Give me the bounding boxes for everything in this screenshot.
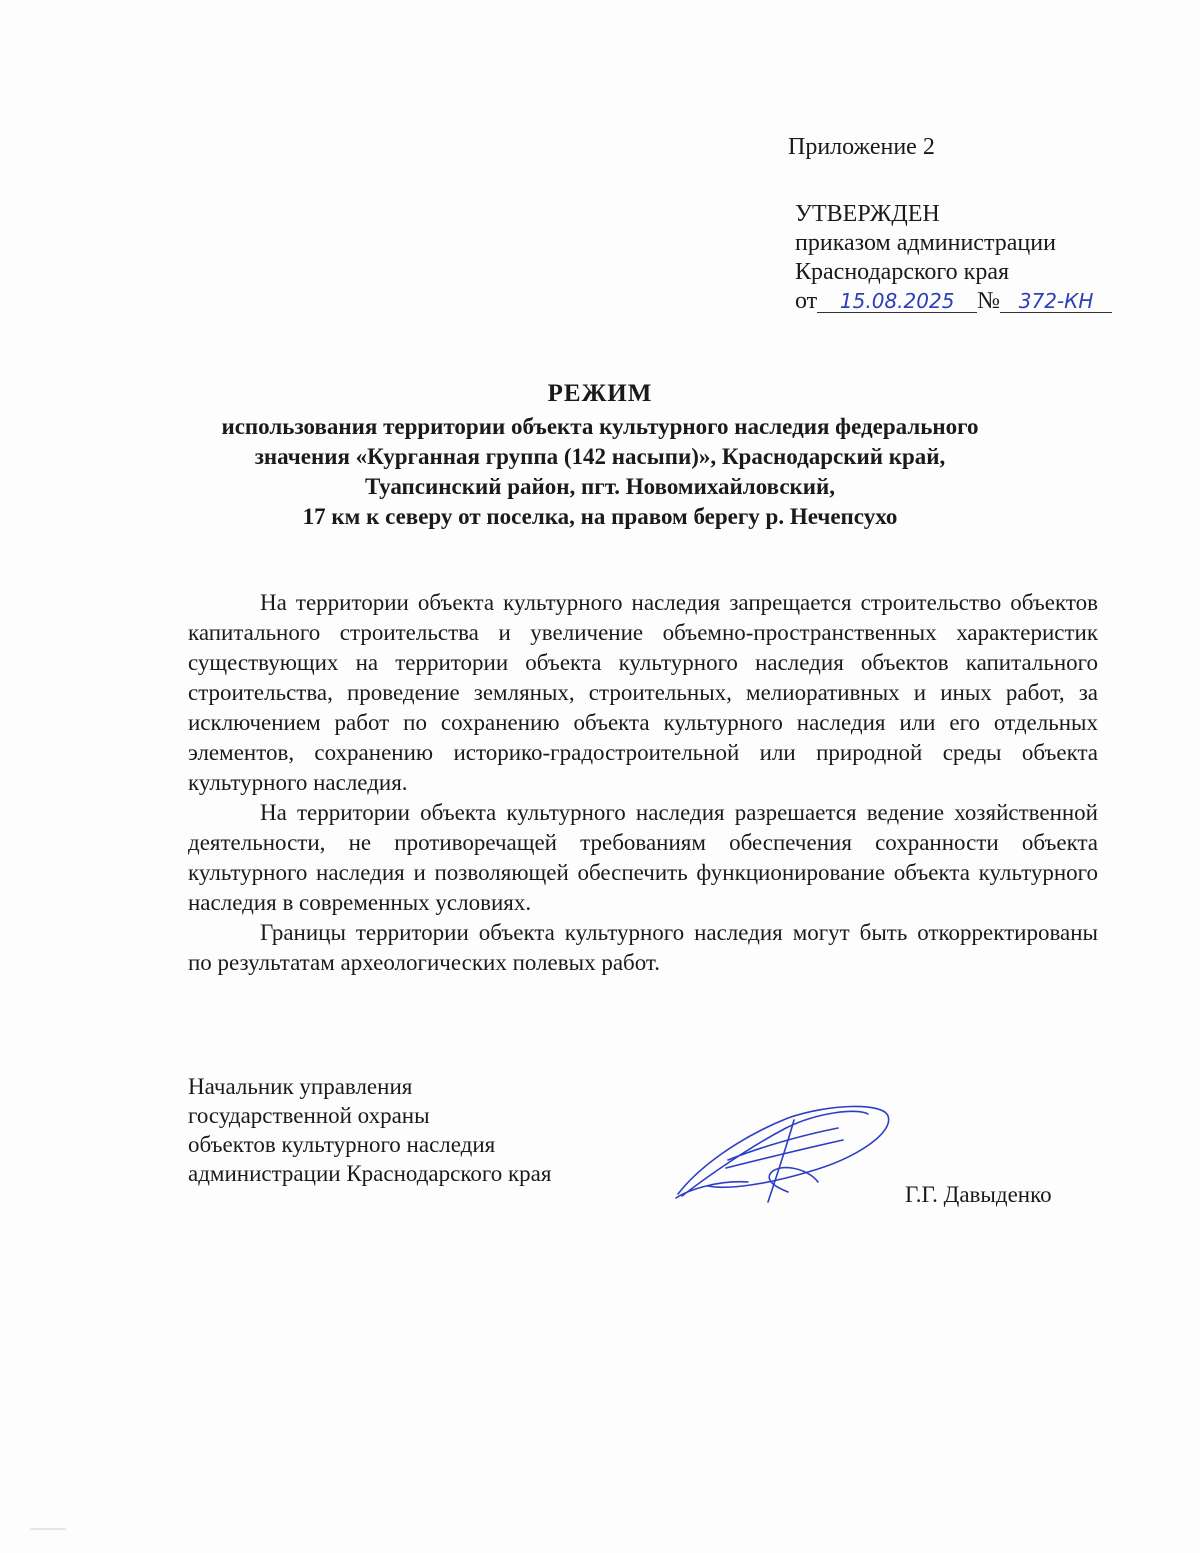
handwritten-signature (668, 1098, 898, 1208)
handwritten-date: 15.08.2025 (817, 290, 977, 313)
position-line-1: Начальник управления (188, 1074, 413, 1099)
scan-artifact (30, 1528, 66, 1530)
subtitle-line-4: 17 км к северу от поселка, на правом берегу р. Нечепсухо (302, 504, 898, 529)
document-subtitle (150, 412, 1050, 532)
number-prefix: № (977, 288, 1001, 314)
date-prefix: от (795, 288, 818, 314)
subtitle-line-3: Туапсинский район, пгт. Новомихайловский, (364, 474, 836, 499)
body-paragraph-prohibition: На территории объекта культурного наследия запрещается строительство объектов капитального строительства и увеличение объемно-пространственных характеристик существующих на территории объекта культурного наследия объектов капитального строительства, проведение земляных, строительных, мелиоративных и иных работ, за исключением работ по сохранению объекта культурного наследия или его отдельных элементов, сохранению историко-градостроительной или природной среды объекта культурного наследия. (188, 590, 1098, 795)
approval-date-number-line (795, 287, 1175, 316)
subtitle-line-1: использования территории объекта культурного наследия федерального (221, 414, 979, 439)
approval-stamp (795, 200, 1175, 316)
position-line-3: объектов культурного наследия (188, 1132, 496, 1157)
document-title-block (150, 378, 1050, 532)
document-body (188, 588, 1098, 978)
position-line-2: государственной охраны (188, 1103, 430, 1128)
approval-line-2: Краснодарского края (795, 259, 1010, 285)
approval-line-1: приказом администрации (795, 230, 1056, 256)
approval-status: УТВЕРЖДЕН (795, 201, 940, 227)
position-line-4: администрации Краснодарского края (188, 1161, 552, 1186)
document-title: РЕЖИМ (547, 380, 653, 407)
signer-name: Г.Г. Давыденко (905, 1182, 1052, 1207)
subtitle-line-2: значения «Курганная группа (142 насыпи)», Краснодарский край, (254, 444, 946, 469)
signer-position (188, 1072, 638, 1188)
body-paragraph-boundaries: Границы территории объекта культурного наследия могут быть откорректированы по результатам археологических полевых работ. (188, 920, 1098, 975)
appendix-label (788, 133, 1168, 161)
body-paragraph-permission: На территории объекта культурного наследия разрешается ведение хозяйственной деятельности, не противоречащей требованиям обеспечения сохранности объекта культурного наследия и позволяющей обеспечить функционирование объекта культурного наследия в современных условиях. (188, 800, 1098, 915)
appendix-text: Приложение 2 (788, 134, 935, 160)
handwritten-number: 372-КН (1000, 290, 1112, 313)
